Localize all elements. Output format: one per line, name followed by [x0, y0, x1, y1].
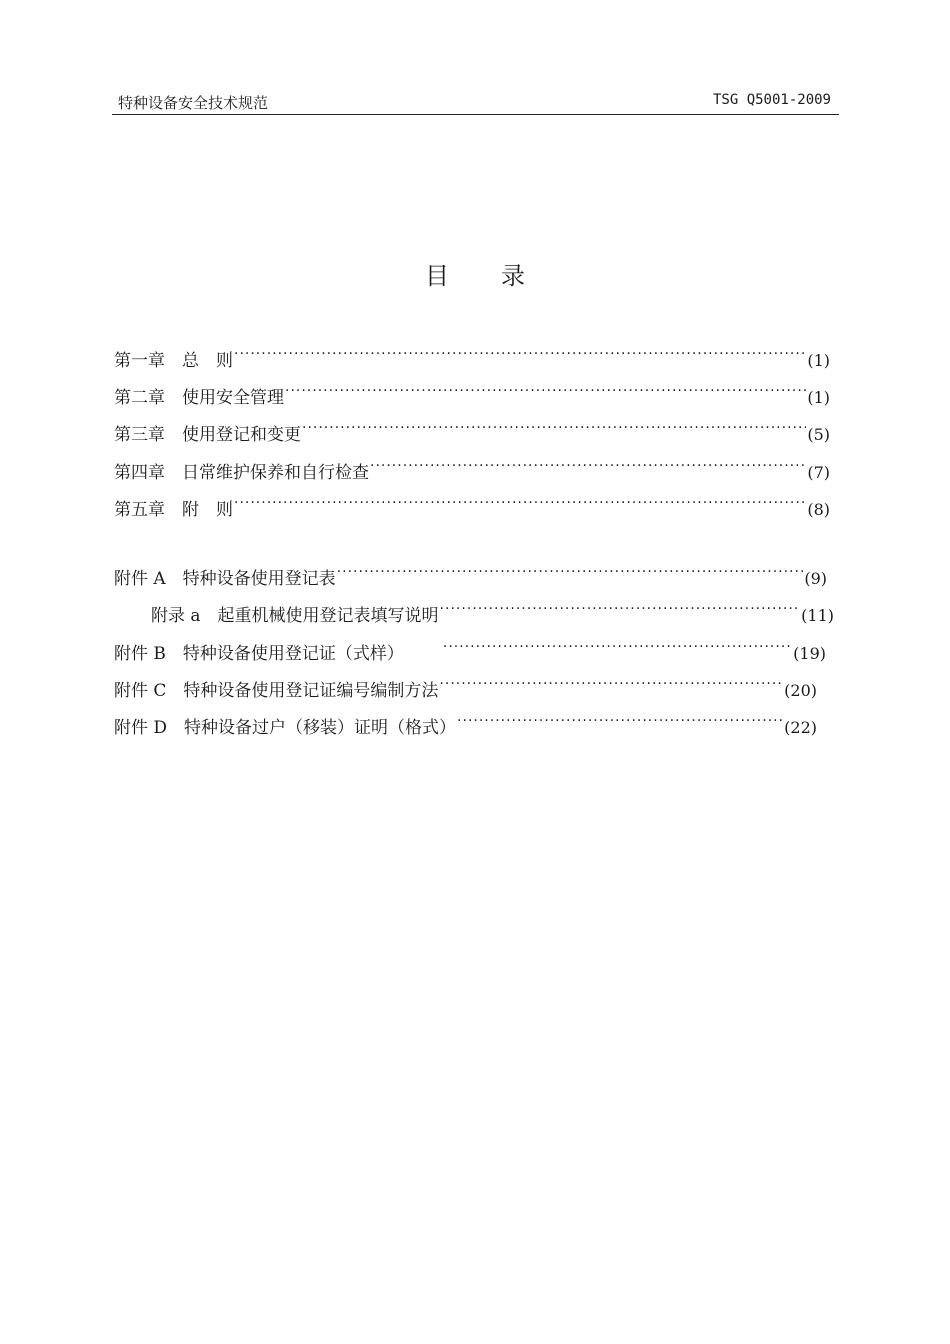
toc-leader-dots — [439, 672, 783, 696]
toc-entry-label: 第四章 日常维护保养和自行检查 — [114, 463, 369, 483]
page-header — [112, 88, 839, 115]
toc-entry-page: (9) — [804, 569, 827, 588]
toc-leader-dots — [337, 560, 804, 584]
toc-entry-annex-d[interactable] — [114, 709, 817, 738]
toc-leader-dots — [440, 597, 801, 621]
toc-leader-dots — [285, 379, 806, 403]
title-char-2: 录 — [501, 262, 525, 290]
toc-entry-page: (19) — [793, 644, 826, 663]
toc-entry-label: 附件 B 特种设备使用登记证（式样） — [114, 644, 404, 664]
toc-leader-dots — [302, 416, 806, 440]
toc-entry-label: 第五章 附 则 — [114, 500, 233, 520]
toc-leader-dots — [443, 635, 792, 659]
toc-entry-label: 附件 C 特种设备使用登记证编号编制方法 — [114, 681, 439, 701]
toc-entry-label: 第二章 使用安全管理 — [114, 388, 284, 408]
toc-entry-page: (22) — [784, 718, 817, 737]
toc-leader-dots — [234, 491, 806, 515]
toc-entry-label: 附录 a 起重机械使用登记表填写说明 — [151, 606, 439, 626]
toc-leader-dots — [370, 454, 806, 478]
toc-entry-chapter-3[interactable] — [114, 416, 830, 445]
toc-entry-annex-a[interactable] — [114, 560, 827, 589]
toc-entry-annex-b[interactable] — [114, 635, 826, 664]
toc-entry-page: (8) — [807, 500, 830, 519]
toc-entry-page: (7) — [807, 463, 830, 482]
toc-entry-page: (20) — [784, 681, 817, 700]
header-doc-code: TSG Q5001-2009 — [712, 92, 831, 108]
page-title — [0, 256, 950, 291]
toc-entry-page: (11) — [801, 606, 834, 625]
toc-entry-chapter-4[interactable] — [114, 454, 830, 483]
toc-entry-label: 附件 D 特种设备过户（移装）证明（格式） — [114, 718, 457, 738]
toc-entry-label: 第一章 总 则 — [114, 351, 233, 371]
toc-entry-page: (1) — [807, 388, 830, 407]
toc-entry-label: 附件 A 特种设备使用登记表 — [114, 569, 336, 589]
toc-entry-page: (1) — [807, 351, 830, 370]
toc-entry-label: 第三章 使用登记和变更 — [114, 425, 301, 445]
toc-leader-dots — [457, 709, 783, 733]
toc-entry-chapter-5[interactable] — [114, 491, 830, 520]
toc-entry-appendix-a[interactable] — [151, 597, 834, 626]
title-char-1: 目 — [425, 262, 449, 290]
toc-entry-page: (5) — [807, 425, 830, 444]
toc-entry-chapter-2[interactable] — [114, 379, 830, 408]
header-doc-category: 特种设备安全技术规范 — [118, 94, 269, 112]
toc-entry-annex-c[interactable] — [114, 672, 817, 701]
toc-entry-chapter-1[interactable] — [114, 342, 830, 371]
toc-leader-dots — [234, 342, 806, 366]
